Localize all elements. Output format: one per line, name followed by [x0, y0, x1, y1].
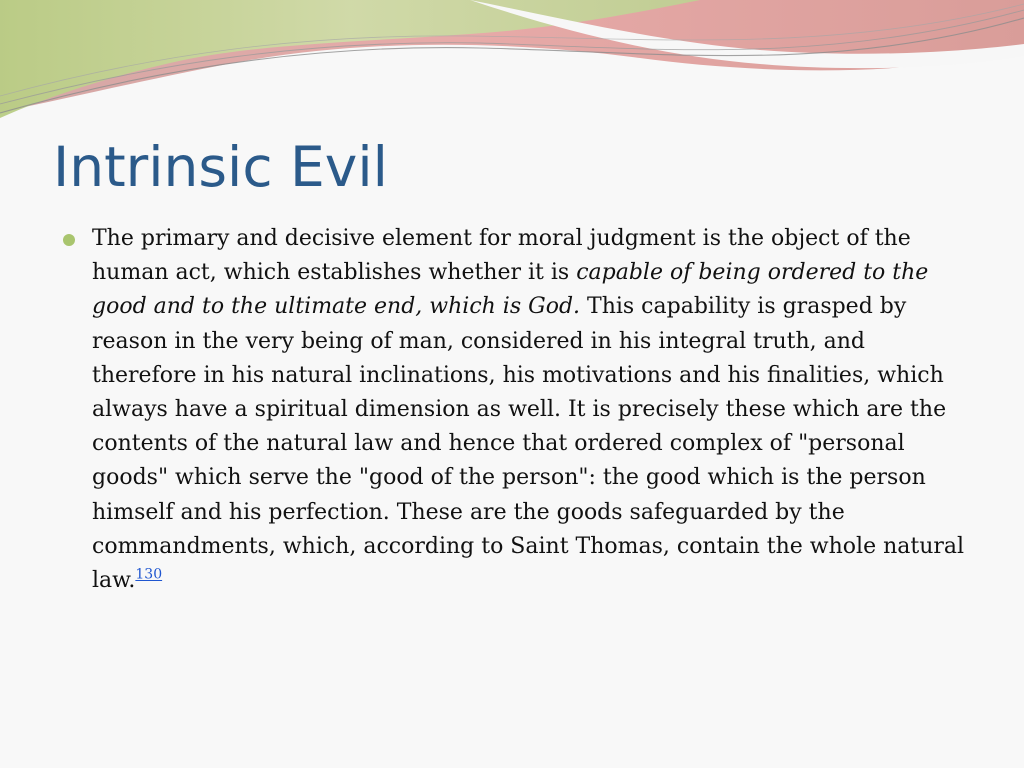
footnote-link[interactable]: 130 [135, 566, 163, 583]
bullet-list [60, 222, 965, 598]
list-item [60, 222, 965, 598]
bullet-text-italic: capable of being ordered to the good and to the ultimate end, which is God. [92, 260, 929, 320]
header-green-wave [0, 0, 700, 118]
header-decoration [0, 0, 1024, 130]
bullet-dot-icon [63, 234, 75, 246]
bullet-text-before: The primary and decisive element for moral judgment is the object of the human act, which establishes whether it is [92, 226, 911, 286]
bullet-paragraph [92, 222, 965, 598]
slide-title: Intrinsic Evil [53, 135, 388, 199]
bullet-text-after: This capability is grasped by reason in the very being of man, considered in his integral truth, and therefore in his natural inclinations, his motivations and his finalities, which always have a spiritual dimension as well. It is precisely these which are the contents of the natural law and hence that ordered complex of "personal goods" which serve the "good of the person": the good which is the person himself and his perfection. These are the goods safeguarded by the commandments, which, according to Saint Thomas, contain the whole natural law. [92, 294, 965, 594]
